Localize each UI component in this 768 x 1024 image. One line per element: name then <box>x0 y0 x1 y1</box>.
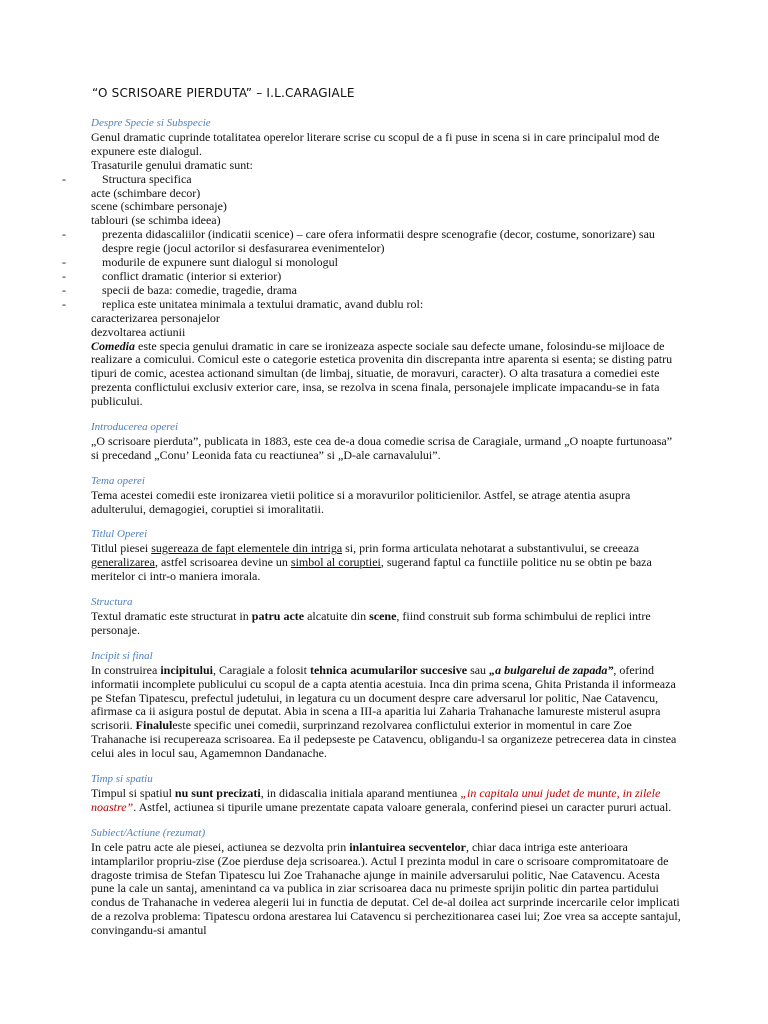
text-run: . Astfel, actiunea si tipurile umane prezentate capata valoare generala, conferind piesei un caracter pururi actual. <box>133 799 672 814</box>
bold-phrase: tehnica acumularilor succesive <box>309 662 468 677</box>
quoted-phrase: „a bulgarelui de zapada” <box>489 662 614 677</box>
paragraph-comedy <box>91 340 681 410</box>
list-subitem-development: dezvoltarea actiunii <box>91 324 186 339</box>
red-quote: „in capitala unui judet de munte, in zilele noastre” <box>91 785 661 814</box>
paragraph-intro: Genul dramatic cuprinde totalitatea operelor literare scrise cu scopul de a fi puse in scena si in care principalul mod de expunere este dialogul. <box>91 129 660 158</box>
text-run: , Caragiale a folosit <box>213 662 310 677</box>
document-title: “O SCRISOARE PIERDUTA” – I.L.CARAGIALE <box>92 86 355 100</box>
bold-phrase: nu sunt precizati <box>174 785 261 800</box>
list-item-replica: - replica este unitatea minimala a textului dramatic, avand dublu rol: <box>91 298 681 312</box>
paragraph-incipit <box>91 664 681 761</box>
text-run: , oferind informatii incomplete publicului cu scopul de a capta atentia acestuia. Inca din prima scena, Ghita Pristanda il informeaza pe Stefan Tipatescu, prefectul judetului, in legatura cu un document despre care adversarul lor politic, Nae Catavencu, afirmase ca ii asigura postul de deputat. Abia in scena a III-a aparitia lui Zaharia Trahanache lamureste misterul asupra scrisorii. <box>91 662 676 733</box>
text-run: , fiind construit sub forma schimbului de replici intre personaje. <box>91 609 651 637</box>
section-heading-time-space: Timp si spatiu <box>91 773 153 786</box>
text-run: Timpul si spatiul <box>91 785 175 800</box>
text-run: , sugerand faptul ca functiile politice nu se obtin pe baza meritelor ci intr-o maniera imorala. <box>91 555 652 584</box>
section-heading-introduction: Introducerea operei <box>91 421 179 434</box>
list-subitem-tableaux: tablouri (se schimba ideea) <box>91 213 221 228</box>
paragraph-subject <box>91 841 681 938</box>
text-run: In cele patru acte ale piesei, actiunea se dezvolta prin <box>91 839 350 854</box>
bold-phrase: Finalul <box>135 718 173 733</box>
section-heading-species: Despre Specie si Subspecie <box>91 117 211 129</box>
document-body <box>91 117 681 938</box>
section-heading-incipit: Incipit si final <box>91 649 153 662</box>
underlined-phrase: sugereaza de fapt elementele din intriga <box>151 541 343 556</box>
text-run: este specific unei comedii, surprinzand rezolvarea conflictului exterior in momentul in care Zoe Trahanache isi recupereaza scrisoarea. Ea il pedepseste pe Catavencu, obligandu-l sa organizeze petrecerea data in cinstea celui ales in locul sau, Agamemnon Dandanache. <box>91 718 677 761</box>
list-subitem-characterization: caracterizarea personajelor <box>91 310 220 325</box>
text-run: , in didascalia initiala aparand mentiunea <box>260 785 461 800</box>
text-run: , astfel scrisoarea devine un <box>154 555 291 570</box>
text-run: , chiar daca intriga este anterioara intamplarilor propriu-zise (Zoe pierduse deja scrisoarea.). Actul I prezinta modul in care o scrisoare compromitatoare de dragoste trimisa de Stefan Tipatescu lui Zoe Trahanache ajunge in mainile adversarului politic, Nae Catavencu. Acesta pune la cale un santaj, amenintand ca va publica in ziar scrisoarea daca nu primeste sprijin politic din partea partidului condus de Trahanache in vederea alegerii lui in functia de deputat. Cel de-al doilea act surprinde incercarile celor implicati de a rezolva problema: Tipatescu ordona arestarea lui Catavencu si perchezitionarea casei lui; Zoe vrea sa accepte santajul, convingandu-si amantul <box>91 839 681 938</box>
underlined-phrase: generalizarea <box>91 555 155 570</box>
bold-phrase: incipitului <box>160 662 213 677</box>
text-run: In construirea <box>91 662 161 677</box>
list-item-stage-directions: - prezenta didascaliilor (indicatii scenice) – care ofera informatii despre scenografie (decor, costume, sonorizare) sau despre regie (jocul actorilor si desfasurarea evenimentelor) <box>91 228 681 256</box>
section-heading-theme: Tema operei <box>91 474 145 487</box>
list-subitem-scenes: scene (schimbare personaje) <box>91 199 227 214</box>
list-item-modes: - modurile de expunere sunt dialogul si monologul <box>91 256 681 270</box>
text-run: alcatuite din <box>304 609 370 623</box>
paragraph-title <box>91 542 681 584</box>
comedy-term: Comedia <box>91 338 135 353</box>
comedy-definition: este specia genului dramatic in care se ironizeaza aspecte sociale sau defecte umane, folosindu-se mijloace de realizare a comicului. Comicul este o categorie estetica provenita din discrepanta intre aparenta si esenta; se disting patru tipuri de comic, acestea actionand simultan (de limbaj, situatie, de moravuri, caracter). O alta trasatura a comediei este prezenta conflictului exclusiv exterior care, insa, se rezolva in scena finala, personajele implicate impacandu-se in fata publicului. <box>91 338 673 409</box>
list-item-structure: - Structura specifica <box>91 173 681 187</box>
bold-phrase: scene <box>369 609 397 623</box>
paragraph-traits-lead: Trasaturile genului dramatic sunt: <box>91 157 253 172</box>
text-run: sau <box>467 662 490 677</box>
list-item-species: - specii de baza: comedie, tragedie, drama <box>91 284 681 298</box>
text-run: si, prin forma articulata nehotarat a substantivului, se creeaza <box>342 541 640 556</box>
text-run: Titlul piesei <box>91 541 152 556</box>
paragraph-structure <box>91 610 681 638</box>
underlined-phrase: simbol al coruptiei <box>290 555 381 570</box>
paragraph-introduction: „O scrisoare pierduta”, publicata in 1883, este cea de-a doua comedie scrisa de Caragiale, urmand „O noapte furtunoasa” si precedand „Conu’ Leonida fata cu reactiunea” si „D-ale carnavalului”. <box>91 433 673 462</box>
section-heading-structure: Structura <box>91 596 133 609</box>
list-subitem-acts: acte (schimbare decor) <box>91 185 201 200</box>
list-item-conflict: - conflict dramatic (interior si exterior) <box>91 270 681 284</box>
section-heading-title: Titlul Operei <box>91 528 148 541</box>
section-heading-subject: Subiect/Actiune (rezumat) <box>91 826 206 839</box>
paragraph-time-space <box>91 787 681 815</box>
text-run: Textul dramatic este structurat in <box>91 609 252 623</box>
paragraph-theme: Tema acestei comedii este ironizarea vietii politice si a moravurilor politicienilor. Astfel, se atrage atentia asupra adulterului, demagogiei, coruptiei si imoralitatii. <box>91 487 631 516</box>
bold-phrase: inlantuirea secventelor <box>349 839 466 854</box>
bold-phrase: patru acte <box>251 609 305 623</box>
